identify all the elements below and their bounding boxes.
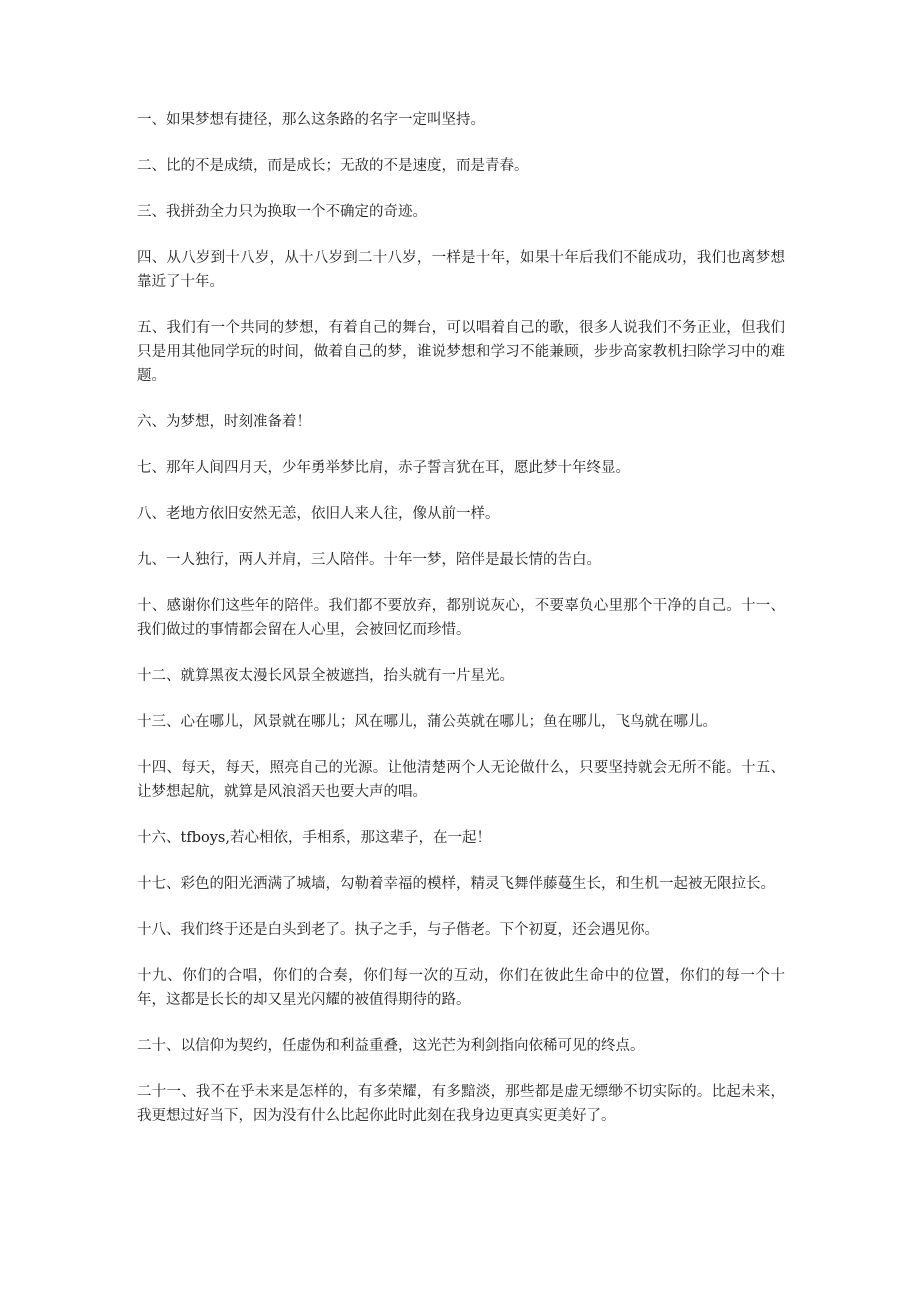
paragraph-5: 五、我们有一个共同的梦想，有着自己的舞台，可以唱着自己的歌，很多人说我们不务正业，但我们只是用其他同学玩的时间，做着自己的梦，谁说梦想和学习不能兼顾，步步高家教机扫除学习中的难题。 bbox=[137, 320, 785, 384]
document-body bbox=[137, 108, 785, 1150]
paragraph-9: 九、一人独行，两人并肩，三人陪伴。十年一梦，陪伴是最长情的告白。 bbox=[137, 552, 601, 568]
paragraph-13: 十三、心在哪儿，风景就在哪儿；风在哪儿，蒲公英就在哪儿；鱼在哪儿，飞鸟就在哪儿。 bbox=[137, 714, 717, 730]
paragraph-17: 十七、彩色的阳光洒满了城墙，勾勒着幸福的模样，精灵飞舞伴藤蔓生长，和生机一起被无限拉长。 bbox=[137, 876, 775, 892]
paragraph-2: 二、比的不是成绩，而是成长；无敌的不是速度，而是青春。 bbox=[137, 158, 529, 174]
paragraph-16: 十六、tfboys,若心相依，手相系，那这辈子，在一起！ bbox=[137, 830, 491, 846]
paragraph-20: 二十、以信仰为契约，任虚伪和利益重叠，这光芒为利剑指向依稀可见的终点。 bbox=[137, 1038, 645, 1054]
paragraph-19: 十九、你们的合唱，你们的合奏，你们每一次的互动，你们在彼此生命中的位置，你们的每一个十年，这都是长长的却又星光闪耀的被值得期待的路。 bbox=[137, 968, 785, 1008]
paragraph-6: 六、为梦想，时刻准备着！ bbox=[137, 414, 311, 430]
paragraph-12: 十二、就算黑夜太漫长风景全被遮挡，抬头就有一片星光。 bbox=[137, 668, 514, 684]
paragraph-10: 十、感谢你们这些年的陪伴。我们都不要放弃，都别说灰心，不要辜负心里那个干净的自己。十一、我们做过的事情都会留在人心里，会被回忆而珍惜。 bbox=[137, 598, 785, 638]
paragraph-8: 八、老地方依旧安然无恙，依旧人来人往，像从前一样。 bbox=[137, 506, 500, 522]
paragraph-21: 二十一、我不在乎未来是怎样的，有多荣耀，有多黯淡，那些都是虚无缥缈不切实际的。比起未来，我更想过好当下，因为没有什么比起你此时此刻在我身边更真实更美好了。 bbox=[137, 1084, 785, 1124]
paragraph-4: 四、从八岁到十八岁，从十八岁到二十八岁，一样是十年，如果十年后我们不能成功，我们也离梦想靠近了十年。 bbox=[137, 250, 785, 290]
paragraph-7: 七、那年人间四月天，少年勇举梦比肩，赤子誓言犹在耳，愿此梦十年终显。 bbox=[137, 460, 630, 476]
paragraph-3: 三、我拼劲全力只为换取一个不确定的奇迹。 bbox=[137, 204, 427, 220]
paragraph-18: 十八、我们终于还是白头到老了。执子之手，与子偕老。下个初夏，还会遇见你。 bbox=[137, 922, 659, 938]
paragraph-1: 一、如果梦想有捷径，那么这条路的名字一定叫坚持。 bbox=[137, 112, 485, 128]
paragraph-14: 十四、每天，每天，照亮自己的光源。让他清楚两个人无论做什么，只要坚持就会无所不能。十五、让梦想起航，就算是风浪滔天也要大声的唱。 bbox=[137, 760, 785, 800]
